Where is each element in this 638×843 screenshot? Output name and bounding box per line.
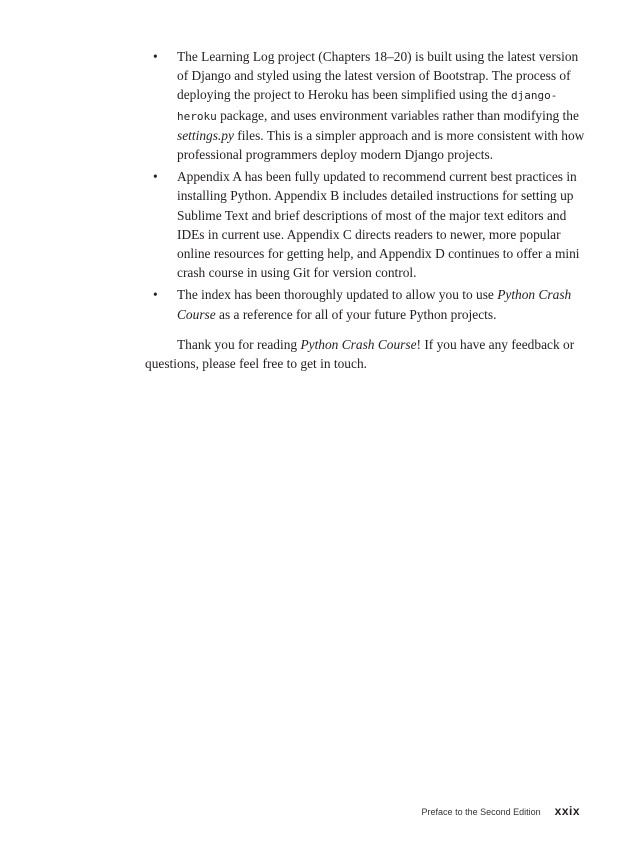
italic-text: settings.py xyxy=(177,127,234,143)
page-content xyxy=(145,47,585,373)
body-text: files. This is a simpler approach and is more consistent with how professional programmers deploy modern Django projects. xyxy=(177,127,585,163)
list-item-text xyxy=(177,169,580,280)
bullet-icon: • xyxy=(153,287,158,303)
list-item xyxy=(145,167,585,282)
bullet-icon: • xyxy=(153,49,158,64)
list-item-text xyxy=(177,287,571,321)
list-item xyxy=(145,285,585,323)
page-footer xyxy=(422,804,580,818)
closing-paragraph xyxy=(145,335,585,373)
body-text: The index has been thoroughly updated to allow you to use xyxy=(177,287,498,303)
feature-list xyxy=(145,47,585,324)
body-text: package, and uses environment variables rather than modifying the xyxy=(216,107,579,123)
italic-text: Python Crash Course xyxy=(177,287,572,322)
page-number: xxix xyxy=(554,804,580,818)
italic-text: Python Crash Course xyxy=(300,336,417,352)
body-text: as a reference for all of your future Python projects. xyxy=(215,306,497,322)
list-item xyxy=(145,47,585,164)
body-text: ! If you have any feedback or questions, please feel free to get in touch. xyxy=(145,336,575,372)
body-text: The Learning Log project (Chapters 18–20) is built using the latest version of Django and styled using the latest version of Bootstrap. The process of deploying the project to Heroku has been simplified using the xyxy=(177,49,579,103)
list-item-text xyxy=(177,49,584,162)
bullet-icon: • xyxy=(153,169,158,185)
body-text: Appendix A has been fully updated to recommend current best practices in installing Python. Appendix B includes detailed instructions for setting up Sublime Text and brief descriptions of most of the major text editors and IDEs in current use. Appendix C directs readers to newer, more popular online resources for getting help, and Appendix D continues to offer a mini crash course in using Git for version control. xyxy=(177,169,580,281)
inline-code: django-heroku xyxy=(177,89,558,123)
running-footer-title: Preface to the Second Edition xyxy=(421,807,541,817)
body-text: Thank you for reading xyxy=(177,336,301,352)
